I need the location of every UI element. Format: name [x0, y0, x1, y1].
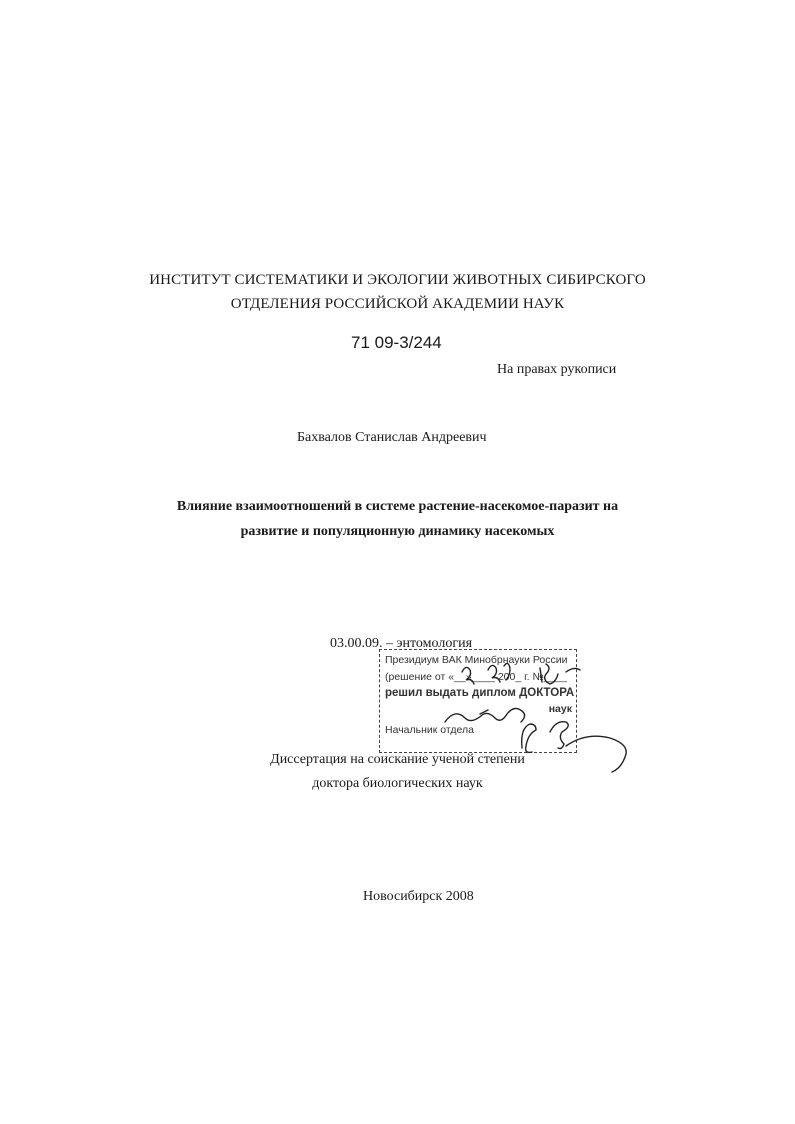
author-name: Бахвалов Станислав Андреевич	[297, 430, 487, 445]
city-year: Новосибирск 2008	[363, 889, 474, 904]
institute-line-2: ОТДЕЛЕНИЯ РОССИЙСКОЙ АКАДЕМИИ НАУК	[230, 296, 565, 312]
dissertation-line-1: Диссертация на соискание ученой степени	[270, 752, 525, 767]
registry-code: 71 09-3/244	[351, 333, 442, 352]
dissertation-line-2: доктора биологических наук	[312, 776, 483, 791]
rights-note: На правах рукописи	[497, 362, 617, 377]
stamp-line-4-end: наук	[548, 703, 572, 715]
stamp-line-5: Начальник отдела	[385, 724, 474, 736]
stamp-line-1: Президиум ВАК Минобрнауки России	[385, 654, 568, 666]
stamp-line-3: решил выдать диплом ДОКТОРА	[385, 687, 575, 699]
specialty: 03.00.09. – энтомология	[330, 636, 473, 651]
stamp-line-2: (решение от «__»____ 200_ г. №____	[385, 671, 568, 683]
institute-line-1: ИНСТИТУТ СИСТЕМАТИКИ И ЭКОЛОГИИ ЖИВОТНЫХ СИБИРСКОГО	[149, 272, 646, 288]
title-line-1: Влияние взаимоотношений в системе растение-насекомое-паразит на	[176, 499, 619, 514]
title-line-2: развитие и популяционную динамику насекомых	[240, 524, 555, 539]
